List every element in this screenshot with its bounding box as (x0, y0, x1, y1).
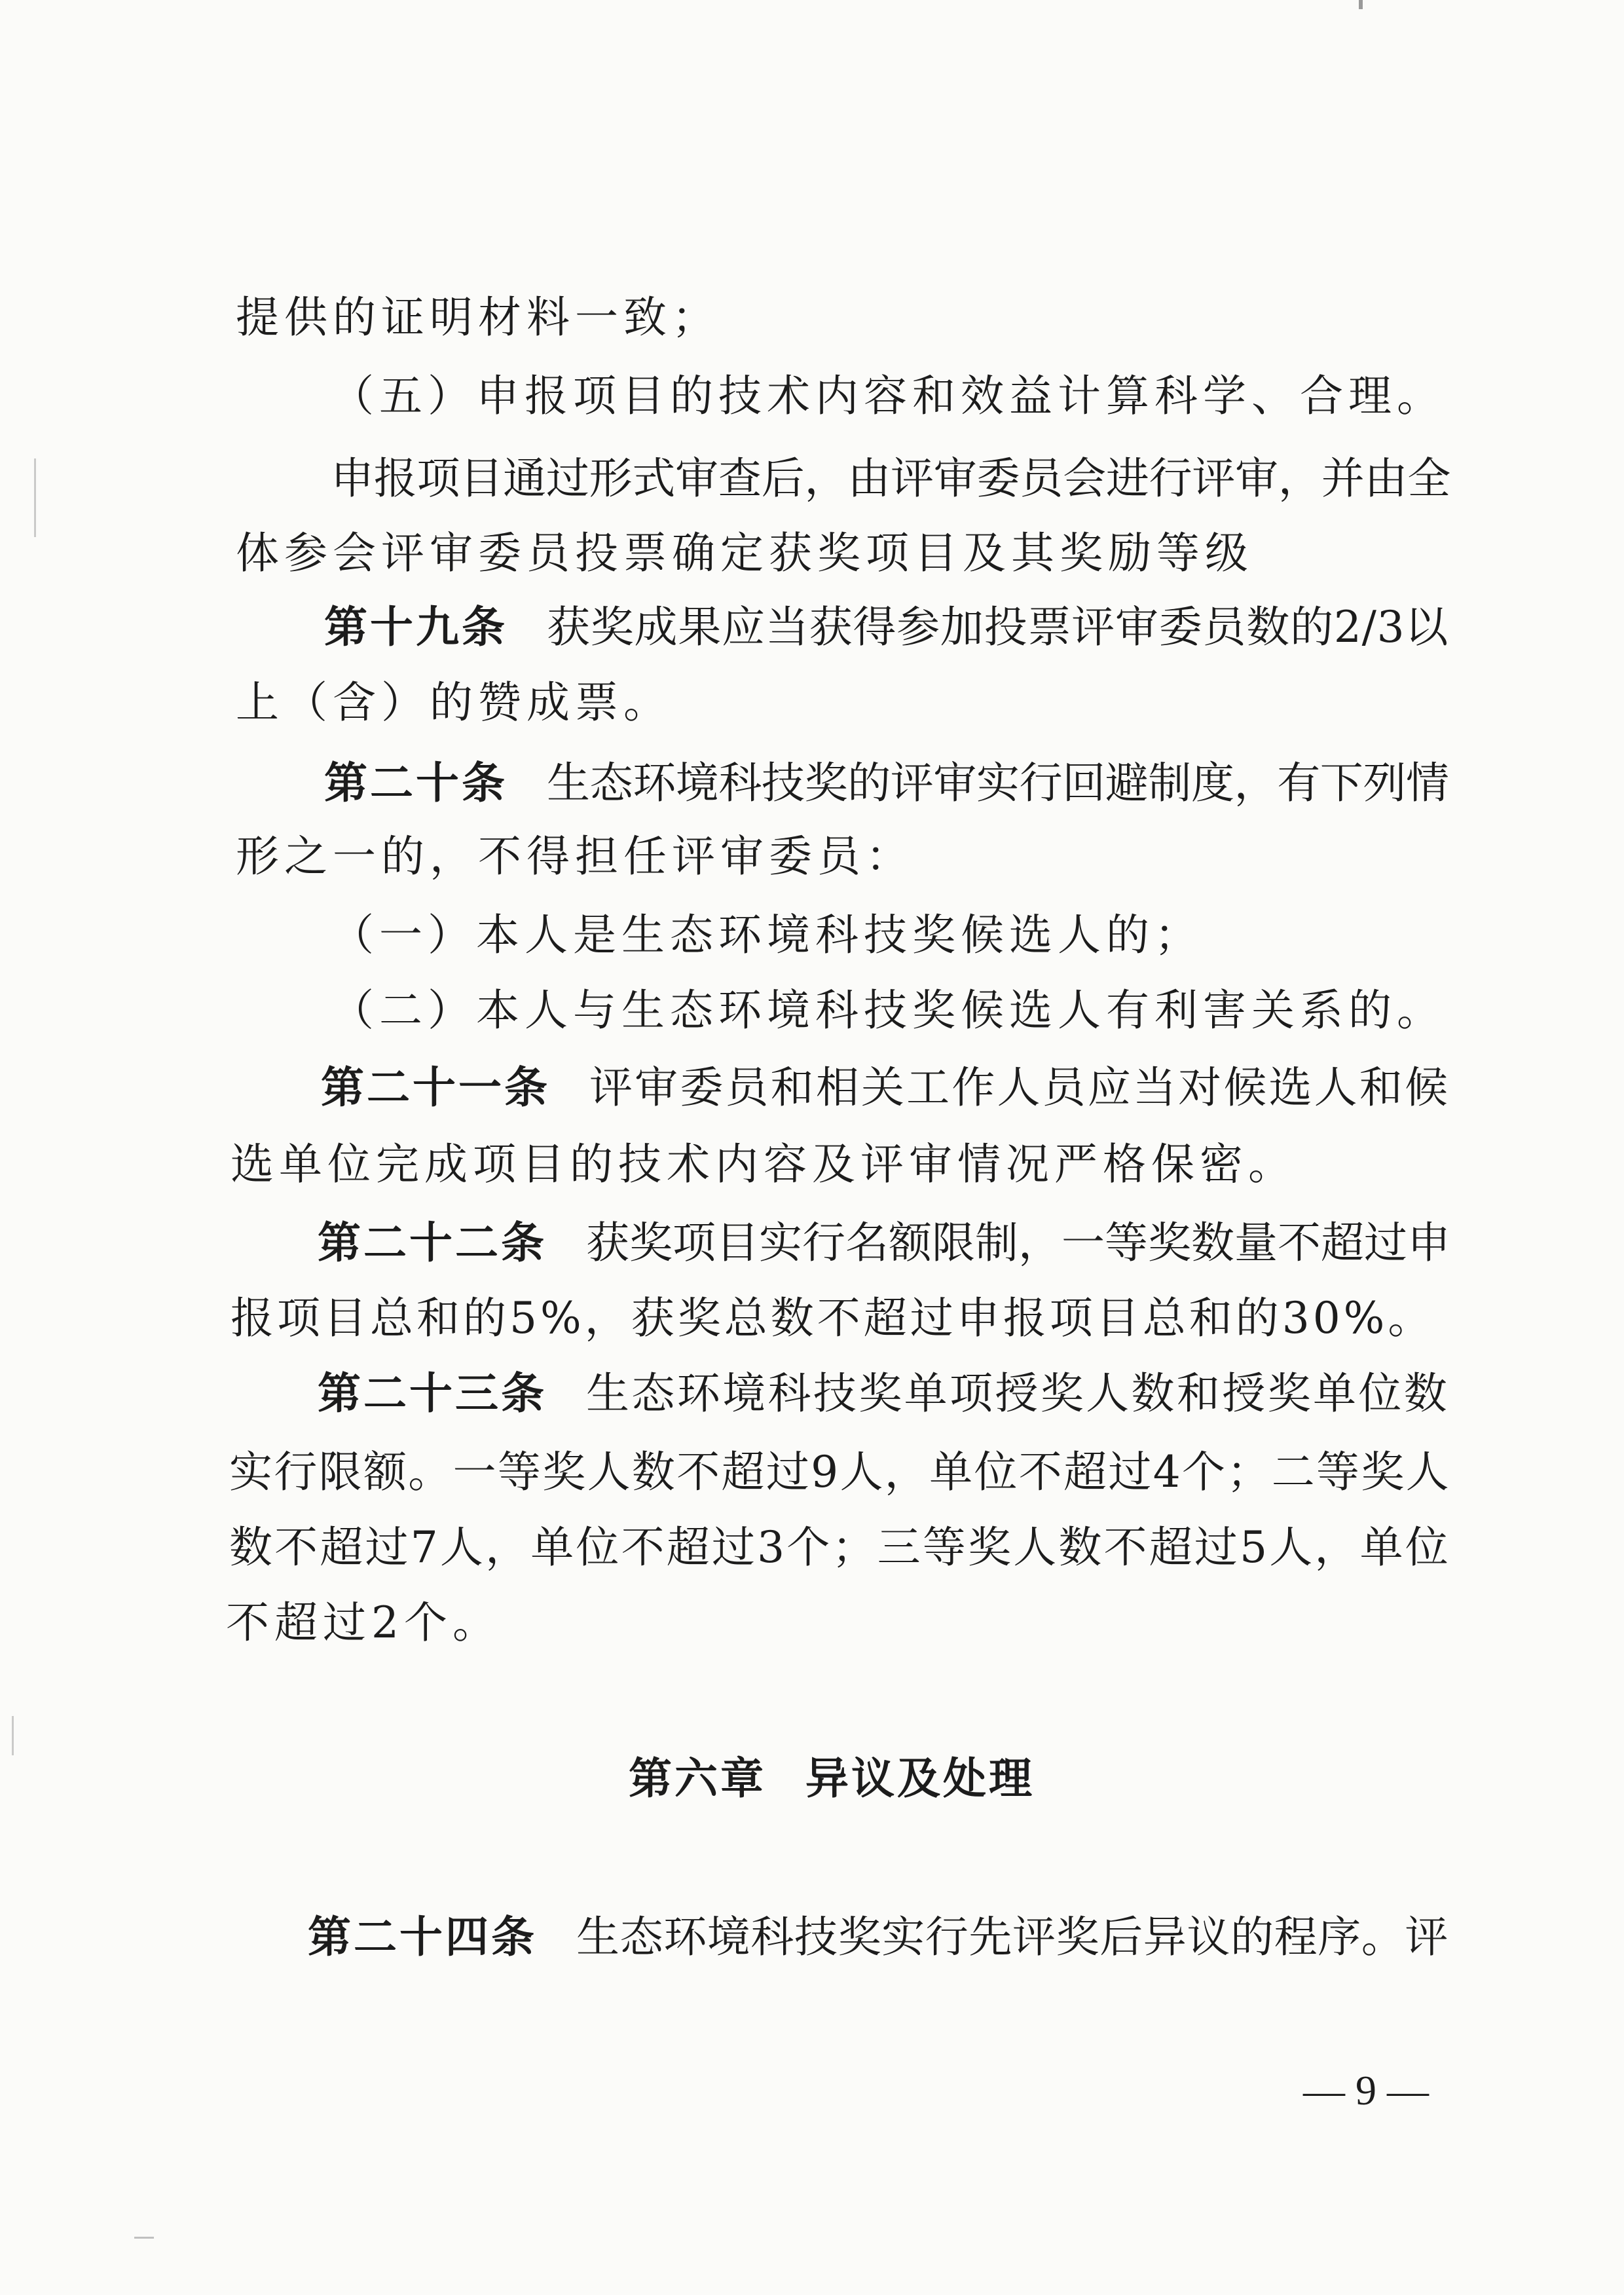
article-line: 第二十条 生态环境科技奖的评审实行回避制度，有下列情 (324, 758, 1449, 808)
article-line: 第二十一条 评审委员和相关工作人员应当对候选人和候 (321, 1062, 1450, 1113)
scan-mark (12, 1716, 14, 1755)
article-heading: 第二十一条 (321, 1062, 550, 1113)
article-heading: 第二十条 (324, 758, 507, 808)
chapter-number: 第六章 (629, 1753, 766, 1804)
scan-mark (34, 458, 36, 537)
paragraph-line: 提供的证明材料一致； (236, 292, 720, 343)
article-line: 第十九条 获奖成果应当获得参加投票评审委员数的2/3以 (324, 602, 1449, 652)
scan-mark (1359, 0, 1363, 9)
paragraph-line: 形之一的，不得担任评审委员： (236, 831, 914, 882)
paragraph-line: （二）本人与生态环境科技奖候选人有利害关系的。 (331, 985, 1445, 1036)
paragraph-line: 上（含）的赞成票。 (236, 677, 672, 728)
paragraph-line: 实行限额。一等奖人数不超过9人，单位不超过4个；二等奖人 (229, 1447, 1450, 1497)
article-heading: 第十九条 (324, 602, 507, 652)
chapter-heading (629, 1753, 1035, 1804)
paragraph-line: 不超过2个。 (226, 1597, 501, 1648)
article-line: 第二十四条 生态环境科技奖实行先评奖后异议的程序。评 (308, 1912, 1449, 1962)
paragraph-line: 数不超过7人，单位不超过3个；三等奖人数不超过5人，单位 (229, 1522, 1450, 1573)
article-heading: 第二十二条 (318, 1218, 547, 1268)
paragraph-line: （一）本人是生态环境科技奖候选人的； (331, 910, 1203, 960)
page-number: — 9 — (1303, 2067, 1429, 2114)
paragraph-line: （五）申报项目的技术内容和效益计算科学、合理。 (331, 371, 1445, 421)
paragraph-line: 选单位完成项目的技术内容及评审情况严格保密。 (231, 1139, 1297, 1189)
article-heading: 第二十四条 (308, 1912, 537, 1962)
paragraph-line: 体参会评审委员投票确定获奖项目及其奖励等级 (236, 528, 1253, 578)
article-line: 第二十二条 获奖项目实行名额限制，一等奖数量不超过申 (318, 1218, 1450, 1268)
article-heading: 第二十三条 (318, 1368, 547, 1419)
chapter-title: 异议及处理 (805, 1753, 1035, 1804)
paragraph-line: 报项目总和的5%，获奖总数不超过申报项目总和的30%。 (231, 1293, 1435, 1343)
paragraph-line: 申报项目通过形式审查后，由评审委员会进行评审，并由全 (331, 453, 1450, 504)
article-line: 第二十三条 生态环境科技奖单项授奖人数和授奖单位数 (318, 1368, 1450, 1419)
scan-mark (134, 2237, 154, 2239)
